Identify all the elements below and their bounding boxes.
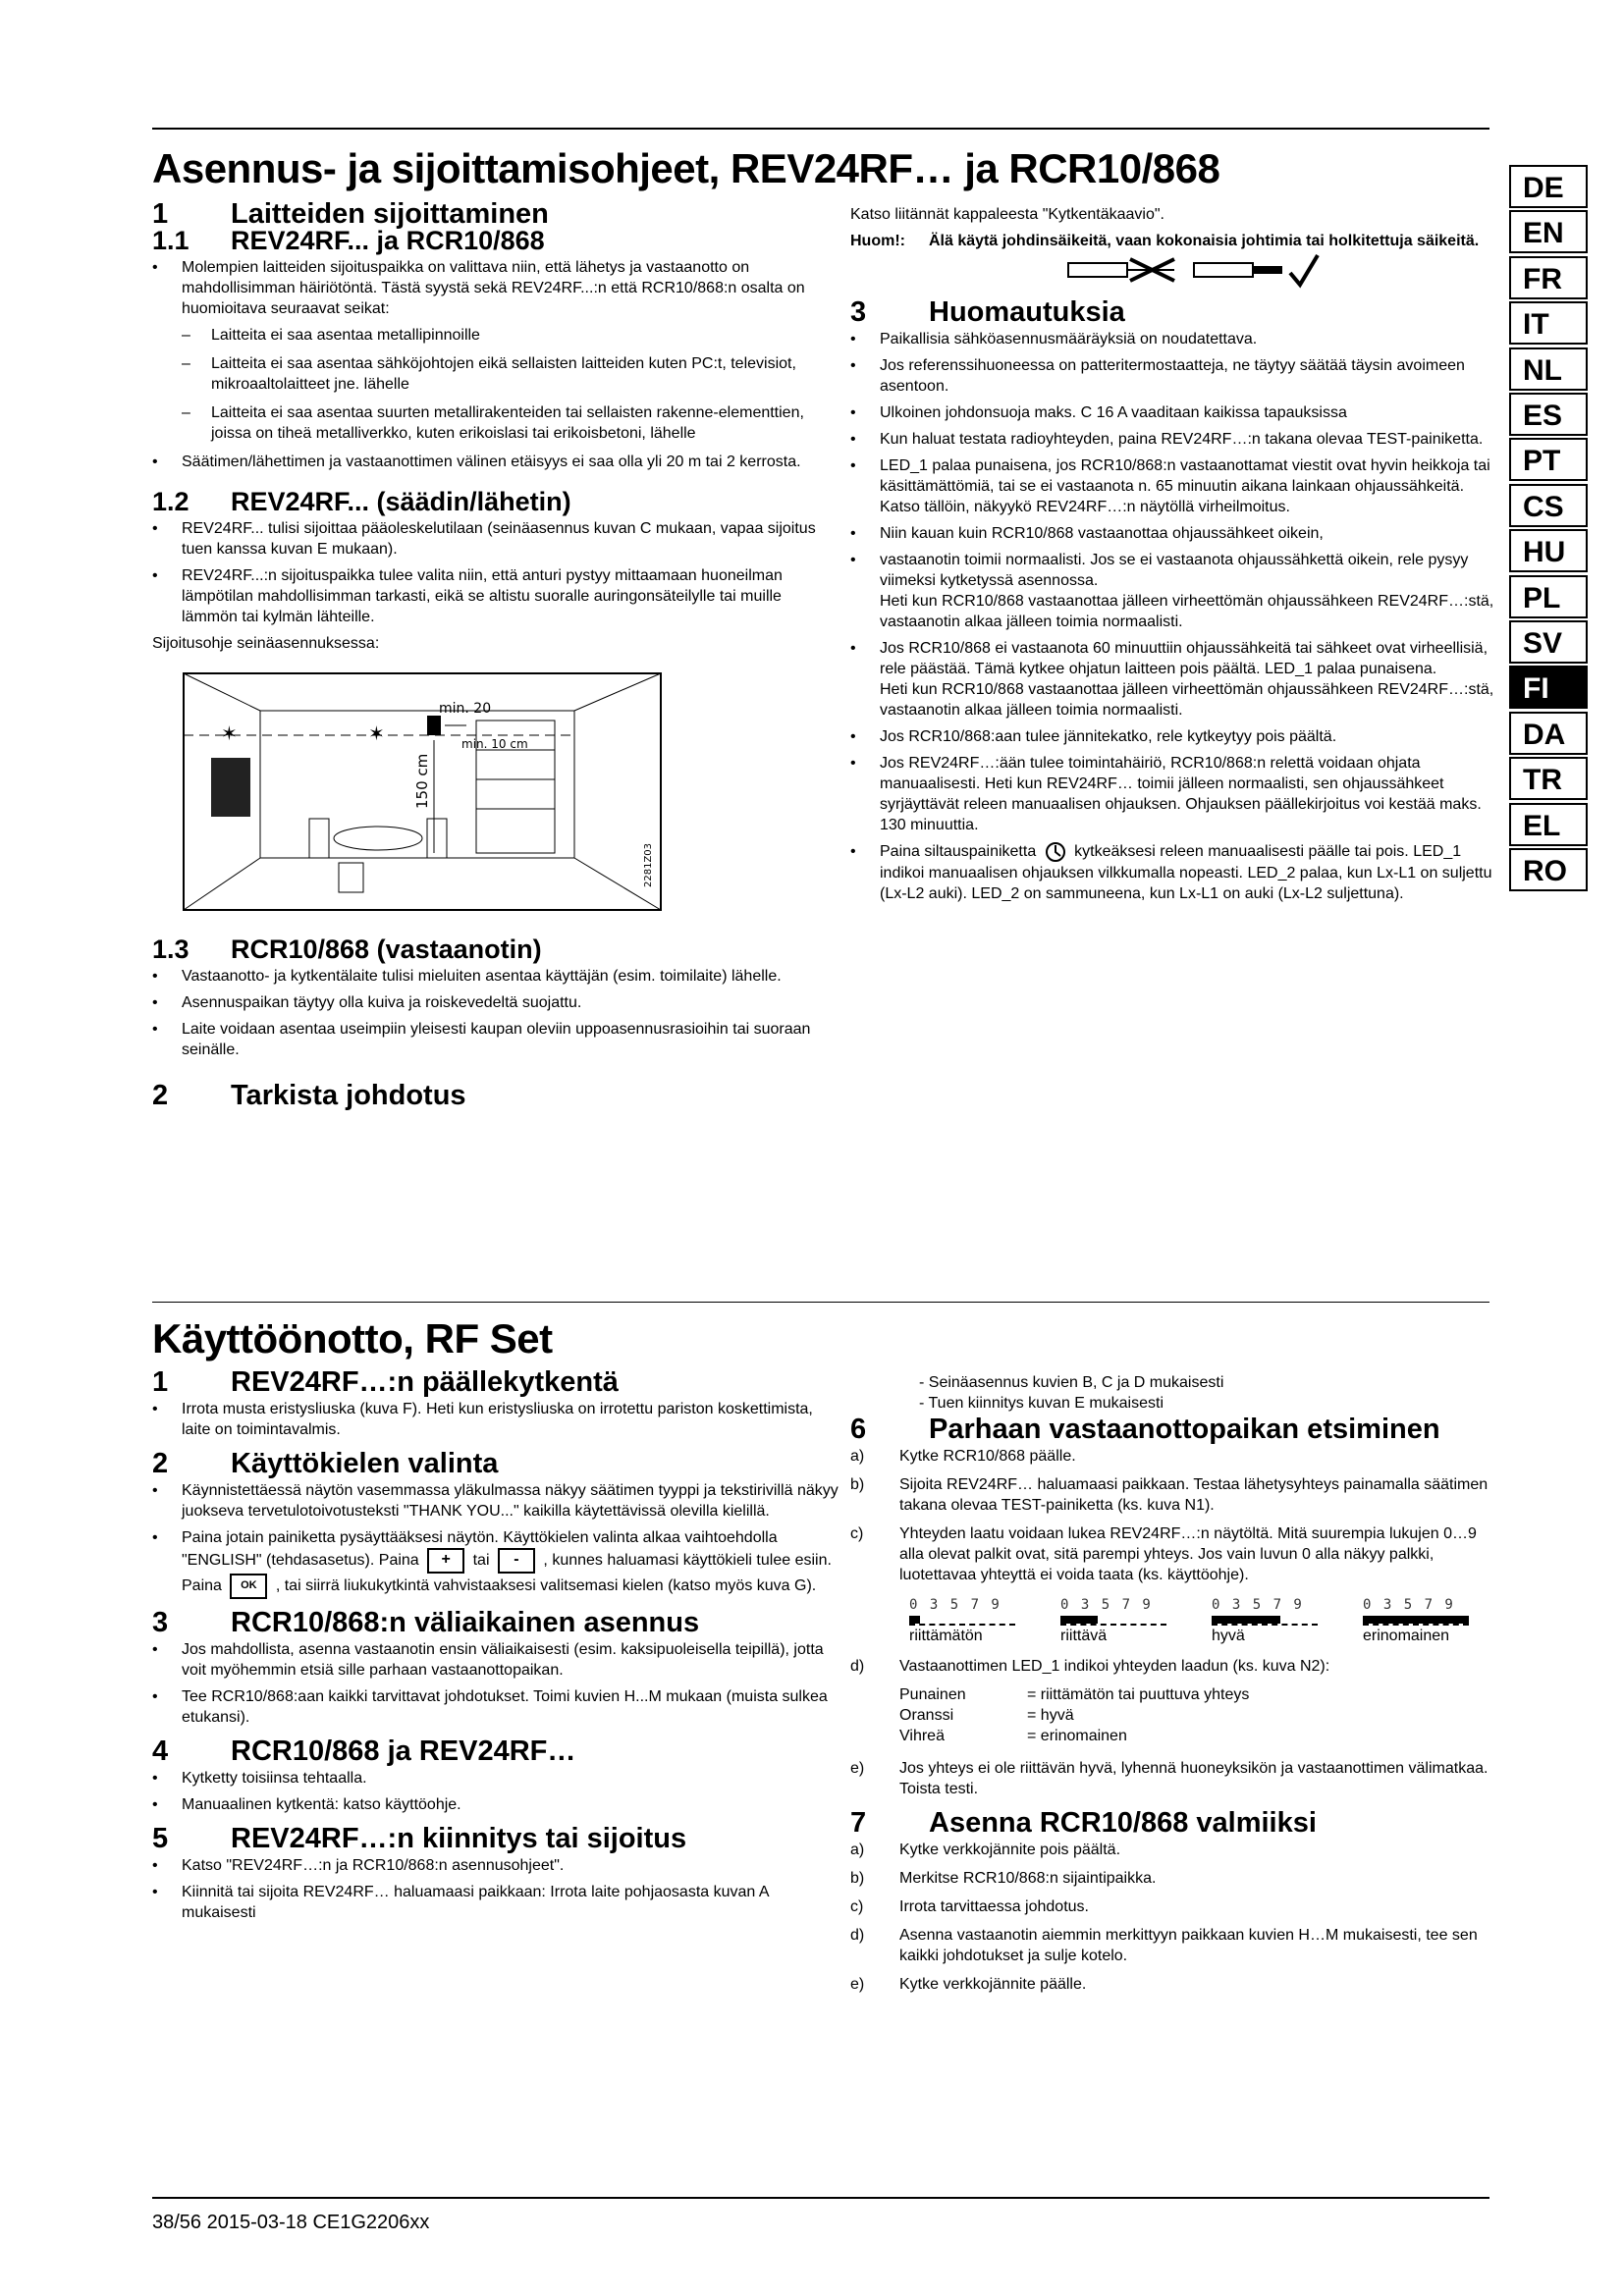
lang-tab-en[interactable]: EN <box>1509 210 1588 253</box>
height-label: 150 cm <box>413 753 431 809</box>
lang-tab-sv[interactable]: SV <box>1509 620 1588 664</box>
lang-tab-nl[interactable]: NL <box>1509 347 1588 391</box>
list-item: • REV24RF...:n sijoituspaikka tulee valita niin, että anturi pystyy mittaamaan huoneilman lämpötilan mahdollisimman tarkasti, eikä se altistu suoralle auringonsäteilylle tai muille lämmön tai kylmän lähteille. <box>152 565 839 627</box>
room-placement-figure <box>182 671 663 912</box>
svg-text:✶: ✶ <box>368 721 385 745</box>
signal-track <box>1212 1616 1318 1626</box>
signal-bar-item <box>1212 1595 1320 1646</box>
signal-label: hyvä <box>1212 1628 1245 1644</box>
lang-tab-el[interactable]: EL <box>1509 803 1588 846</box>
signal-track <box>1060 1616 1166 1626</box>
signal-label: erinomainen <box>1363 1628 1450 1644</box>
list-item: • Jos RCR10/868 ei vastaanota 60 minuuttiin ohjaussähkeitä tai sähkeet ovat virheellisiä, rele päästää. Tämä kytkee ohjatun laitteen pois päältä. LED_1 palaa punaisena. Heti kun RCR10/868 vastaanottaa jälleen virheettömän ohjaussähkeen REV24RF…:stä, vastaanotin alkaa jälleen toimia normaalisti. <box>850 638 1500 721</box>
signal-fill <box>1212 1616 1280 1624</box>
alpha-item: e) Kytke verkkojännite päälle. <box>850 1976 1087 1993</box>
list-item: • Jos REV24RF…:ään tulee toimintahäiriö, RCR10/868:n relettä voidaan ohjata manuaalisesti. Heti kun REV24RF… toimii jälleen normaalisti, sen ohjaussähkeet syrjäyttävät releen manuaalisen ohjauksen. Ohjauksen päällekirjoitus voi kestää maks. 130 minuuttia. <box>850 753 1500 835</box>
lang-tab-fr[interactable]: FR <box>1509 256 1588 299</box>
signal-fill <box>909 1616 920 1624</box>
list-item: – Laitteita ei saa asentaa sähköjohtojen eikä sellaisten laitteiden kuten PC:t, televisiot, mikroaaltolaitteet jne. lähelle <box>152 353 839 395</box>
list-item: • Vastaanotto- ja kytkentälaite tulisi mieluiten asentaa käyttäjän (esim. toimilaite) lähelle. <box>152 966 839 987</box>
signal-track <box>909 1616 1015 1626</box>
led-color-legend <box>850 1684 1500 1746</box>
bottom-rule <box>152 2197 1489 2199</box>
lang-tab-es[interactable]: ES <box>1509 393 1588 436</box>
alpha-item: a) Kytke RCR10/868 päälle. <box>850 1448 1076 1465</box>
lang-tab-de[interactable]: DE <box>1509 165 1588 208</box>
list-item: • Kiinnitä tai sijoita REV24RF… haluamaasi paikkaan: Irrota laite pohjaosasta kuvan A mukaisesti <box>152 1882 839 1923</box>
lang-tab-pt[interactable]: PT <box>1509 438 1588 481</box>
plus-key-icon: + <box>427 1548 464 1574</box>
commission-section-1-heading: 1 REV24RF…:n päällekytkentä <box>152 1366 619 1398</box>
min-10-label: min. 10 cm <box>461 737 528 751</box>
led-color-row: Punainen = riittämätön tai puuttuva yhteys <box>899 1686 1250 1703</box>
list-item: • LED_1 palaa punaisena, jos RCR10/868:n vastaanottamat viestit ovat hyvin heikkoja tai käsittämättömiä, tai se ei vastaanota n. 65 minuutin aikana lainkaan ohjaussähkeitä. Katso tällöin, näkyykö REV24RF…:n näytöllä virheilmoitus. <box>850 455 1500 517</box>
section-3-heading: 3 Huomautuksia <box>850 296 1125 328</box>
list-item: • Molempien laitteiden sijoituspaikka on valittava niin, että lähetys ja vastaanotto on mahdollisimman häiriötöntä. Tästä syystä sekä REV24RF...:n että RCR10/868:n osalta on huomioitava seuraavat seikat: <box>152 257 839 319</box>
commission-section-3-heading: 3 RCR10/868:n väliaikainen asennus <box>152 1607 700 1638</box>
list-item: • Asennuspaikan täytyy olla kuiva ja roiskevedeltä suojattu. <box>152 992 839 1013</box>
commissioning-title: Käyttöönotto, RF Set <box>152 1315 553 1362</box>
list-item: • Niin kauan kuin RCR10/868 vastaanottaa ohjaussähkeet oikein, <box>850 523 1500 544</box>
list-item: • Jos RCR10/868:aan tulee jännitekatko, rele kytkeytyy pois päältä. <box>850 726 1500 747</box>
section-1-1-heading: 1.1 REV24RF... ja RCR10/868 <box>152 226 545 255</box>
bypass-button-icon <box>1041 841 1070 863</box>
list-item: • Ulkoinen johdonsuoja maks. C 16 A vaaditaan kaikissa tapauksissa <box>850 402 1500 423</box>
list-item: – Laitteita ei saa asentaa metallipinnoille <box>152 325 839 346</box>
wiring-reference: Katso liitännät kappaleesta "Kytkentäkaavio". <box>850 206 1164 223</box>
signal-digits: 0 3 5 7 9 <box>1363 1597 1455 1613</box>
lang-tab-it[interactable]: IT <box>1509 301 1588 345</box>
alpha-item: b) Sijoita REV24RF… haluamaasi paikkaan. Testaa lähetysyhteys painamalla säätimen takana olevaa TEST-painiketta (ks. kuva N1). <box>850 1476 1489 1514</box>
commission-section-2-heading: 2 Käyttökielen valinta <box>152 1448 499 1479</box>
list-item: • Laite voidaan asentaa useimpiin yleisesti kaupan oleviin uppoasennusrasioihin tai suoraan seinälle. <box>152 1019 839 1060</box>
figure-caption: Sijoitusohje seinäasennuksessa: <box>152 635 380 652</box>
commission-section-4-heading: 4 RCR10/868 ja REV24RF… <box>152 1735 576 1767</box>
section-1-heading: 1 Laitteiden sijoittaminen <box>152 198 549 230</box>
list-item: • Tee RCR10/868:aan kaikki tarvittavat johdotukset. Toimi kuvien H...M mukaan (muista sulkea etukansi). <box>152 1686 839 1728</box>
section-2-heading: 2 Tarkista johdotus <box>152 1080 466 1111</box>
signal-track <box>1363 1616 1469 1626</box>
page-footer: 38/56 2015-03-18 CE1G2206xx <box>152 2212 430 2233</box>
list-item: • Jos referenssihuoneessa on patteritermostaatteja, ne täytyy säätää täysin avoimeen asentoon. <box>850 355 1500 397</box>
lang-tab-da[interactable]: DA <box>1509 712 1588 755</box>
list-item: • Paikallisia sähköasennusmääräyksiä on noudatettava. <box>850 329 1500 349</box>
signal-digits: 0 3 5 7 9 <box>1060 1597 1153 1613</box>
lang-tab-cs[interactable]: CS <box>1509 484 1588 527</box>
room-illustration <box>182 671 663 912</box>
note: Huom!: Älä käytä johdinsäikeitä, vaan kokonaisia johtimia tai holkitettuja säikeitä. <box>850 233 1480 249</box>
list-item: – Laitteita ei saa asentaa suurten metallirakenteiden tai sellaisten rakenne-elementtien, joissa on tiheä metalliverkko, kuten erikoislasi tai erikoisbetoni, lähelle <box>152 402 839 444</box>
svg-text:✶: ✶ <box>221 721 238 745</box>
alpha-item: a) Kytke verkkojännite pois päältä. <box>850 1842 1121 1858</box>
list-item: • Kun haluat testata radioyhteyden, paina REV24RF…:n takana olevaa TEST-painiketta. <box>850 429 1500 450</box>
lang-tab-tr[interactable]: TR <box>1509 757 1588 800</box>
alpha-item: c) Irrota tarvittaessa johdotus. <box>850 1898 1089 1915</box>
figure-code: 2281Z03 <box>643 842 654 887</box>
list-item: • Irrota musta eristysliuska (kuva F). Heti kun eristysliuska on irrotettu pariston koskettimista, laite on toimintavalmis. <box>152 1399 839 1440</box>
signal-digits: 0 3 5 7 9 <box>1212 1597 1304 1613</box>
section-1-2-heading: 1.2 REV24RF... (säädin/lähetin) <box>152 487 571 516</box>
mounting-option: - Tuen kiinnitys kuvan E mukaisesti <box>919 1395 1164 1412</box>
list-item: • Paina jotain painiketta pysäyttääksesi näytön. Käyttökielen valinta alkaa vaihtoehdolla "ENGLISH" (tehdasasetus). Paina + tai - , kunnes haluamasi käyttökieli tulee esiin. Paina OK , tai siirrä liukukytkintä vahvistaaksesi valitsemasi kielen (katso myös kuva G). <box>152 1527 839 1599</box>
install-right-column <box>850 204 1500 910</box>
signal-bar-item <box>1363 1595 1471 1646</box>
signal-bar-item <box>909 1595 1017 1646</box>
led-color-row: Oranssi = hyvä <box>899 1707 1074 1724</box>
alpha-item: c) Yhteyden laatu voidaan lukea REV24RF…:n näytöltä. Mitä suurempia lukujen 0…9 alla olevat palkit ovat, sitä parempi yhteys. Jos vain luvun 0 alla näkyy palkki, luotettavaa yhteyttä ei voida taata (ks. käyttöohje). <box>850 1525 1477 1583</box>
signal-label: riittämätön <box>909 1628 983 1644</box>
wire-strand-icon <box>1066 251 1322 291</box>
lang-tab-hu[interactable]: HU <box>1509 529 1588 572</box>
list-item: • Kytketty toisiinsa tehtaalla. <box>152 1768 839 1789</box>
signal-fill <box>1363 1616 1469 1624</box>
signal-label: riittävä <box>1060 1628 1108 1644</box>
lang-tab-ro[interactable]: RO <box>1509 848 1588 891</box>
list-item: • Käynnistettäessä näytön vasemmassa yläkulmassa näkyy säätimen tyyppi ja tekstirivillä näkyy juokseva tervetulotoivotusteksti "THANK YOU..." kaikilla käytettävissä olevilla kielillä. <box>152 1480 839 1522</box>
lang-tab-pl[interactable]: PL <box>1509 575 1588 618</box>
lang-tab-fi[interactable]: FI <box>1509 666 1588 709</box>
signal-quality-bars <box>909 1595 1500 1646</box>
led-color-row: Vihreä = erinomainen <box>899 1728 1127 1744</box>
signal-digits: 0 3 5 7 9 <box>909 1597 1001 1613</box>
list-item: • Paina siltauspainiketta kytkeäksesi releen manuaalisesti päälle tai pois. LED_1 indikoi manuaalisen ohjauksen vilkkumalla nopeasti. LED_2 palaa, kun Lx-L1 on suljettu (Lx-L2 auki). LED_2 on sammuneena, kun Lx-L1 on auki (Lx-L2 suljettuna). <box>850 841 1500 904</box>
min-20-label: min. 20 <box>439 701 492 717</box>
list-item: • Manuaalinen kytkentä: katso käyttöohje. <box>152 1794 839 1815</box>
ok-key-icon: OK <box>230 1574 267 1599</box>
alpha-item: d) Asenna vastaanotin aiemmin merkittyyn paikkaan kuvien H…M mukaisesti, tee sen kaikki johdotukset ja sulje kotelo. <box>850 1927 1478 1964</box>
commission-left-column <box>152 1366 839 1929</box>
install-left-column <box>152 198 839 1112</box>
commission-section-7-heading: 7 Asenna RCR10/868 valmiiksi <box>850 1807 1317 1839</box>
commission-right-column <box>850 1372 1500 2002</box>
section-1-3-heading: 1.3 RCR10/868 (vastaanotin) <box>152 934 542 964</box>
installation-title: Asennus- ja sijoittamisohjeet, REV24RF… ja RCR10/868 <box>152 145 1220 191</box>
list-item: • vastaanotin toimii normaalisti. Jos se ei vastaanota ohjaussähkettä oikein, rele pysyy viimeksi kytketyssä asennossa. Heti kun RCR10/868 vastaanottaa jälleen virheettömän ohjaussähkeen REV24RF…:stä, vastaanotin alkaa jälleen toimia normaalisti. <box>850 550 1500 632</box>
commission-section-6-heading: 6 Parhaan vastaanottopaikan etsiminen <box>850 1414 1440 1445</box>
alpha-item: e) Jos yhteys ei ole riittävän hyvä, lyhennä huoneyksikön ja vastaanottimen välimatkaa. Toista testi. <box>850 1760 1489 1797</box>
list-item: • Katso "REV24RF…:n ja RCR10/868:n asennusohjeet". <box>152 1855 839 1876</box>
signal-fill <box>1060 1616 1098 1624</box>
signal-bar-item <box>1060 1595 1168 1646</box>
alpha-item: d) Vastaanottimen LED_1 indikoi yhteyden laadun (ks. kuva N2): <box>850 1658 1330 1675</box>
alpha-item: b) Merkitse RCR10/868:n sijaintipaikka. <box>850 1870 1157 1887</box>
commission-section-5-heading: 5 REV24RF…:n kiinnitys tai sijoitus <box>152 1823 687 1854</box>
list-item: • Jos mahdollista, asenna vastaanotin ensin väliaikaisesti (esim. kaksipuoleisella teipillä), jotta voit myöhemmin etsiä sille parhaan vastaanottopaikan. <box>152 1639 839 1681</box>
middle-rule <box>152 1302 1489 1303</box>
list-item: • Säätimen/lähettimen ja vastaanottimen välinen etäisyys ei saa olla yli 20 m tai 2 kerrosta. <box>152 452 839 472</box>
top-rule <box>152 128 1489 130</box>
mounting-option: - Seinäasennus kuvien B, C ja D mukaisesti <box>919 1374 1224 1391</box>
minus-key-icon: - <box>498 1548 535 1574</box>
list-item: • REV24RF... tulisi sijoittaa pääoleskelutilaan (seinäasennus kuvan C mukaan, vapaa sijoitus tuen kanssa kuvan E mukaan). <box>152 518 839 560</box>
